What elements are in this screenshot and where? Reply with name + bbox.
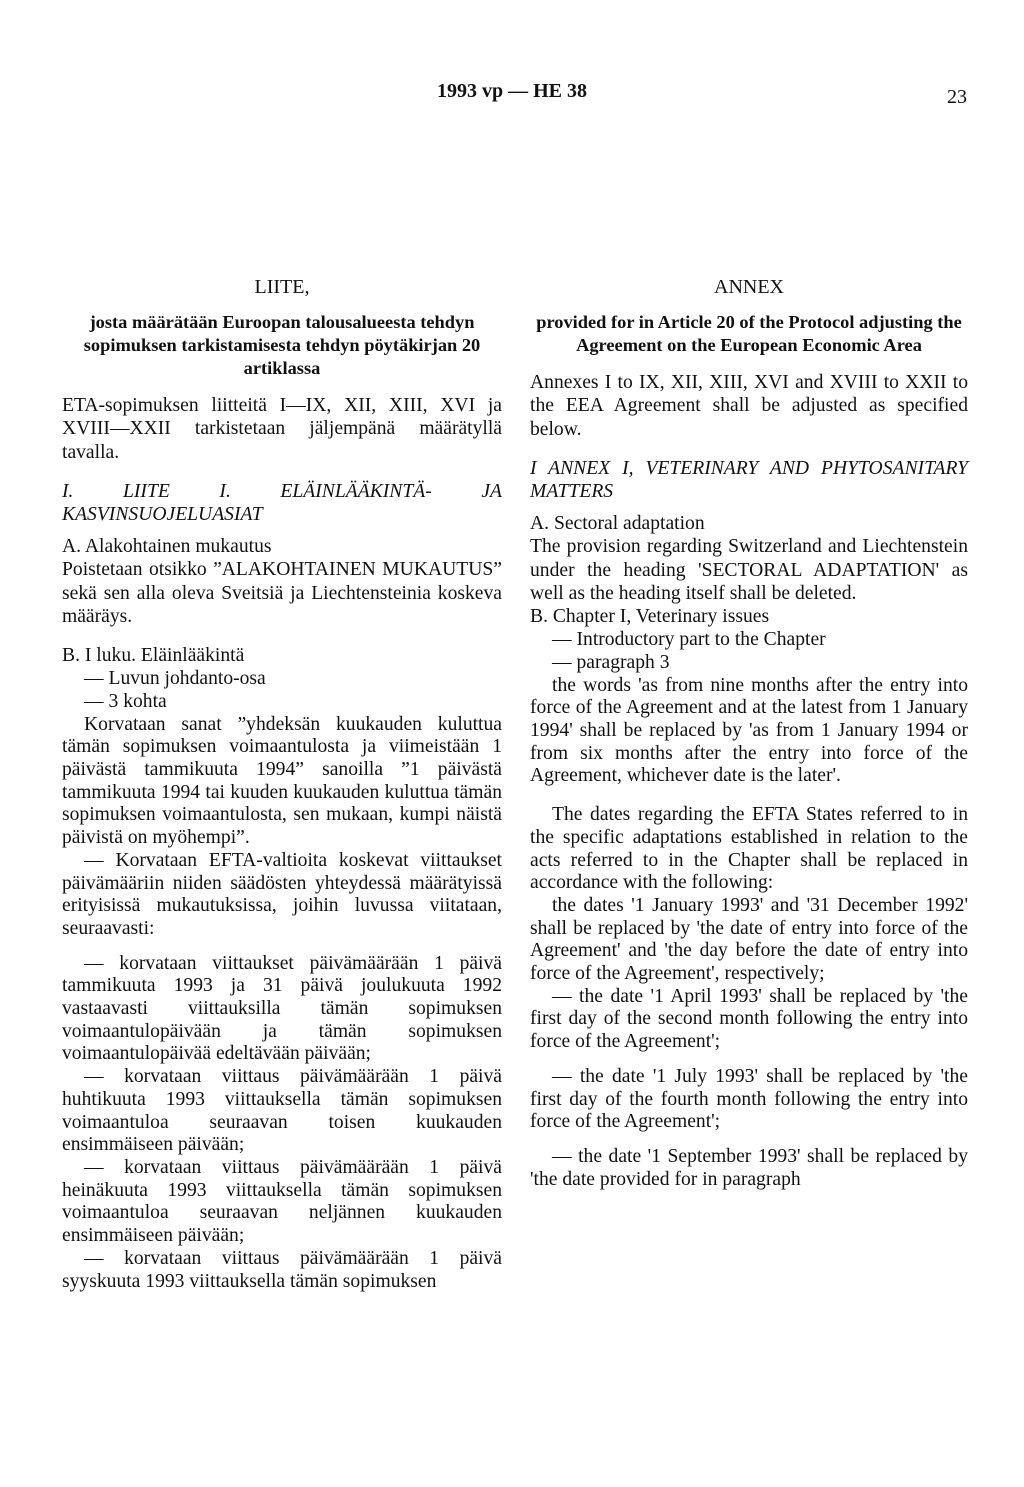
dates-item-4: — the date '1 September 1993' shall be replaced by 'the date provided for in paragraph	[530, 1146, 968, 1190]
annex-subtitle: provided for in Article 20 of the Protocol adjusting the Agreement on the European Economic Area	[536, 312, 962, 356]
dates-paragraph: — Korvataan EFTA-valtioita koskevat viittaukset päivämääriin niiden säädösten yhteydessä määrätyissä erityisissä mukautuksissa, joihin luvussa viitataan, seuraavasti:	[62, 849, 502, 939]
finnish-column	[62, 276, 502, 1293]
english-column	[530, 276, 968, 1191]
intro-paragraph: ETA-sopimuksen liitteitä I—IX, XII, XIII, XVI ja XVIII—XXII tarkistetaan jäljempänä määrätyllä tavalla.	[62, 395, 502, 463]
subsection-b-line-2: — paragraph 3	[552, 652, 670, 674]
subsection-b-text: Korvataan sanat ”yhdeksän kuukauden kuluttua tämän sopimuksen voimaantulosta ja viimeistään 1 päivästä tammikuuta 1994” sanoilla ”1 päivästä tammikuuta 1994 tai kuuden kuukauden kuluttua tämän sopimuksen voimaantulosta, sen mukaan, kumpi näistä päivistä on myöhempi”.	[62, 713, 502, 849]
subsection-b-text: the words 'as from nine months after the entry into force of the Agreement and at the latest from 1 January 1994' shall be replaced by 'as from 1 January 1994 or from six months after the entry into force of the Agreement, whichever date is the later'.	[530, 674, 968, 787]
dates-item-1: — korvataan viittaukset päivämäärään 1 päivä tammikuuta 1993 ja 31 päivä joulukuuta 1992 vastaavasti viittauksilla tämän sopimuksen voimaantulopäivään ja tämän sopimuksen voimaantulopäivää edeltävään päivään;	[62, 952, 502, 1065]
section-heading: I ANNEX I, VETERINARY AND PHYTOSANITARY MATTERS	[530, 457, 968, 503]
subsection-b-heading: B. I luku. Eläinlääkintä	[62, 645, 245, 667]
subsection-b-line-1: — Introductory part to the Chapter	[552, 629, 826, 651]
annex-title: LIITE,	[254, 276, 310, 298]
dates-item-2: — the date '1 April 1993' shall be replaced by 'the first day of the second month following the entry into force of the Agreement';	[530, 985, 968, 1053]
subsection-b-heading: B. Chapter I, Veterinary issues	[530, 606, 770, 628]
dates-item-3: — the date '1 July 1993' shall be replaced by 'the first day of the fourth month following the entry into force of the Agreement';	[530, 1065, 968, 1133]
running-header: 1993 vp — HE 38	[436, 80, 588, 102]
intro-paragraph: Annexes I to IX, XII, XIII, XVI and XVIII to XXII to the EEA Agreement shall be adjusted as specified below.	[530, 372, 968, 440]
subsection-b-line-2: — 3 kohta	[84, 691, 167, 713]
annex-title: ANNEX	[714, 276, 784, 298]
subsection-b-line-1: — Luvun johdanto-osa	[84, 668, 266, 690]
dates-item-3: — korvataan viittaus päivämäärään 1 päivä heinäkuuta 1993 viittauksella tämän sopimuksen voimaantuloa seuraavan neljännen kuukauden ensimmäiseen päivään;	[62, 1157, 502, 1247]
dates-item-2: — korvataan viittaus päivämäärään 1 päivä huhtikuuta 1993 viittauksella tämän sopimuksen voimaantuloa seuraavan toisen kuukauden ensimmäiseen päivään;	[62, 1066, 502, 1156]
section-heading: I. LIITE I. ELÄINLÄÄKINTÄ- JA KASVINSUOJELUASIAT	[62, 480, 502, 526]
page-header	[0, 80, 1024, 110]
page-number: 23	[947, 86, 967, 108]
dates-paragraph: The dates regarding the EFTA States referred to in the specific adaptations established in relation to the acts referred to in the Chapter shall be replaced in accordance with the following:	[530, 804, 968, 894]
subsection-a-heading: A. Sectoral adaptation	[530, 513, 705, 535]
subsection-a-text: Poistetaan otsikko ”ALAKOHTAINEN MUKAUTUS” sekä sen alla oleva Sveitsiä ja Liechtensteinia koskeva määräys.	[62, 559, 502, 627]
subsection-a-text: The provision regarding Switzerland and Liechtenstein under the heading 'SECTORAL ADAPTATION' as well as the heading itself shall be deleted.	[530, 536, 968, 604]
dates-item-1: the dates '1 January 1993' and '31 December 1992' shall be replaced by 'the date of entry into force of the Agreement' and 'the day before the date of entry into force of the Agreement', respectively;	[530, 894, 968, 985]
dates-item-4: — korvataan viittaus päivämäärään 1 päivä syyskuuta 1993 viittauksella tämän sopimuksen	[62, 1247, 502, 1292]
annex-subtitle: josta määrätään Euroopan talousalueesta tehdyn sopimuksen tarkistamisesta tehdyn pöytäkirjan 20 artiklassa	[83, 312, 481, 379]
subsection-a-heading: A. Alakohtainen mukautus	[62, 536, 272, 558]
